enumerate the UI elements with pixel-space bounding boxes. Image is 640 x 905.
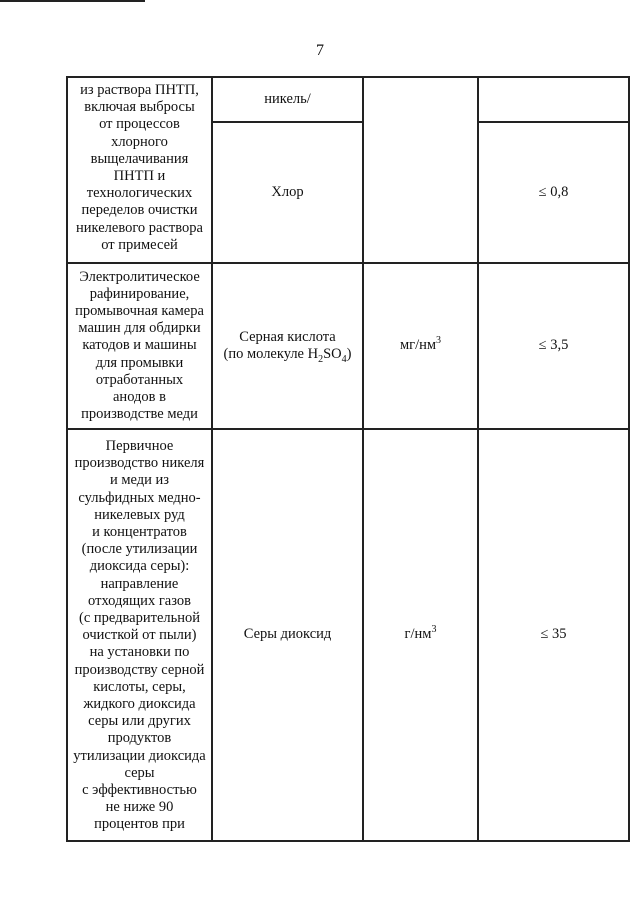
unit-cell xyxy=(364,430,477,840)
unit-base: мг/нм xyxy=(399,337,437,354)
unit-cell xyxy=(364,264,477,428)
unit xyxy=(405,626,437,643)
emissions-table xyxy=(66,76,630,842)
substance-name: Хлор xyxy=(271,183,304,200)
substance-cell xyxy=(213,430,362,840)
substance-cell xyxy=(213,264,362,428)
limit-value-cell xyxy=(479,123,628,262)
unit-base: г/нм xyxy=(404,626,432,643)
process-description: из раствора ПНТП, включая выбросы от процессов хлорного выщелачивания ПНТП и технологических переделов очистки никелевого раствора от примесей xyxy=(76,82,203,253)
formula-subscript: 4 xyxy=(341,353,347,365)
limit-value: ≤ 35 xyxy=(540,626,567,643)
table-row xyxy=(68,264,211,428)
table-border-right xyxy=(628,76,630,842)
limit-value-cell xyxy=(479,430,628,840)
substance-line: Серная кислота xyxy=(239,328,336,345)
page-number: 7 xyxy=(316,42,324,59)
substance-formula-mid: SO xyxy=(323,346,342,362)
substance-cell xyxy=(213,123,362,262)
substance-name: никель/ xyxy=(264,90,311,107)
process-description: Электролитическое рафинирование, промывочная камера машин для обдирки катодов и машины для промывки отработанных анодов в производстве меди xyxy=(75,268,204,423)
table-row xyxy=(68,438,211,840)
substance-cell xyxy=(213,78,362,121)
table-border-bottom xyxy=(66,840,630,842)
substance-name: Серы диоксид xyxy=(243,626,332,643)
unit xyxy=(400,337,441,354)
limit-value: ≤ 0,8 xyxy=(538,183,569,200)
process-description: Первичное производство никеля и меди из сульфидных медно- никелевых руд и концентратов (после утилизации диоксида серы): направление отходящих газов (с предварительной очисткой от пыли) на установки по производству серной кислоты, серы, жидкого диоксида серы или других продуктов утилизации диоксида серы с эффективностью не ниже 90 процентов при xyxy=(73,438,206,833)
scan-corner-mark xyxy=(0,0,145,2)
unit-superscript: 3 xyxy=(436,335,442,347)
unit-superscript: 3 xyxy=(431,624,437,636)
limit-value-cell xyxy=(479,264,628,428)
substance-formula-prefix: (по молекуле H xyxy=(223,346,319,362)
substance-name xyxy=(224,329,352,363)
table-row xyxy=(68,82,211,262)
formula-subscript: 2 xyxy=(318,353,324,365)
substance-formula-suffix: ) xyxy=(346,346,352,362)
limit-value: ≤ 3,5 xyxy=(538,337,569,354)
